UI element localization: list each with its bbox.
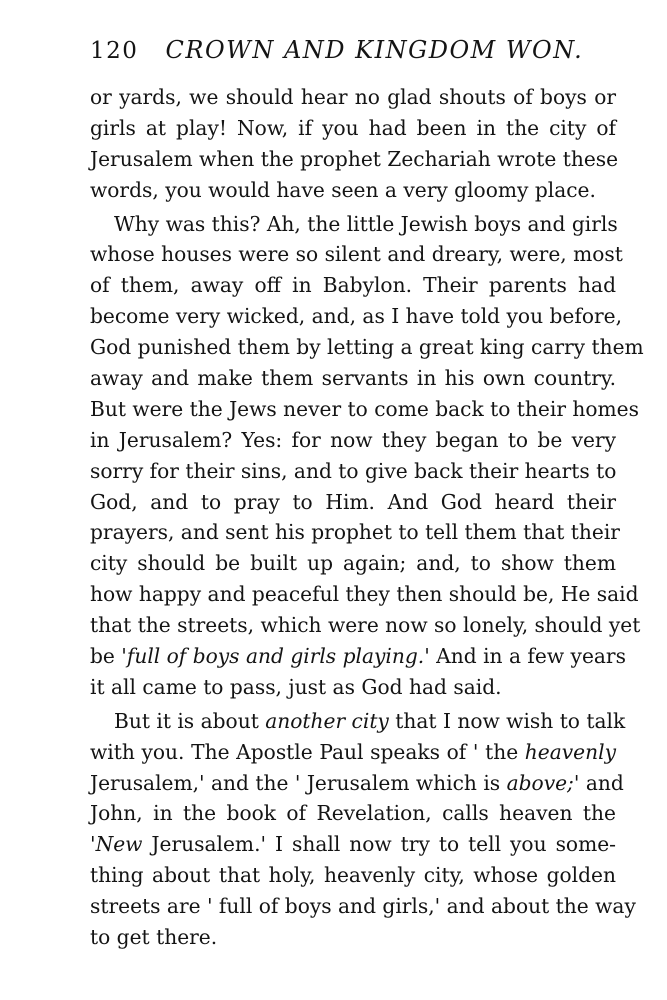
text-line [90,175,616,206]
text-segment: God, and to pray to Him. And God heard their [90,489,616,514]
paragraph [90,209,644,703]
text-segment: away and make them servants in his own country. [90,366,616,391]
text-line [90,144,619,175]
text-segment: how happy and peaceful they then should be, He said [90,582,639,607]
text-segment: in Jerusalem? Yes: for now they began to be very [90,427,616,452]
text-line [90,209,616,240]
text-segment: But it is about [114,708,266,733]
text-segment: sorry for their sins, and to give back their hearts to [90,458,617,483]
text-line [90,610,641,641]
text-segment: whose houses were so silent and dreary, were, most [90,242,623,267]
text-segment: But were the Jews never to come back to their homes [90,396,639,421]
text-line [90,706,626,737]
text-segment: ' And in a few years [424,644,626,669]
running-header [90,30,620,70]
text-line [90,113,616,144]
text-segment: God punished them by letting a great king carry them [90,335,644,360]
text-line [90,456,616,487]
text-segment: Jerusalem,' and the ' Jerusalem which is [90,770,507,795]
paragraph [90,82,619,206]
text-segment: ' and [573,770,624,795]
text-line [90,641,626,672]
text-line [90,425,616,456]
text-segment: be ' [90,644,127,669]
text-segment: John, in the book of Revelation, calls heaven the [90,801,616,826]
italic-text: full of boys and girls playing. [126,644,425,669]
text-segment: city should be built up again; and, to show them [90,551,616,576]
body-text [90,82,644,953]
text-line [90,301,622,332]
italic-text: heavenly [524,739,616,764]
page-number: 120 [90,38,139,64]
running-title: CROWN AND KINGDOM WON. [165,36,584,64]
text-line [90,363,616,394]
text-segment: ' [90,832,96,857]
text-line [90,922,616,953]
text-line [90,239,623,270]
text-line [90,672,616,703]
text-line [90,798,616,829]
text-segment: or yards, we should hear no glad shouts of boys or [90,85,616,109]
italic-text: another city [265,708,389,733]
text-segment: Why was this? Ah, the little Jewish boys and girls [114,211,618,236]
text-line [90,270,616,301]
paragraph [90,706,636,953]
text-segment: girls at play! Now, if you had been in the city of [90,115,616,140]
text-segment: that the streets, which were now so lonely, should yet [90,613,641,638]
text-segment: it all came to pass, just as God had said. [90,674,502,699]
text-segment: with you. The Apostle Paul speaks of ' the [90,739,525,764]
italic-text: New [95,832,143,857]
text-line [90,768,624,799]
text-segment: streets are ' full of boys and girls,' and about the way [90,894,636,919]
text-line [90,332,644,363]
text-segment: to get there. [90,925,218,950]
text-line [90,487,616,518]
text-line [90,737,616,768]
text-segment: Jerusalem when the prophet Zechariah wrote these [90,146,619,171]
text-segment: thing about that holy, heavenly city, whose golden [90,863,616,888]
text-segment: words, you would have seen a very gloomy place. [90,177,596,202]
text-line [90,829,616,860]
text-segment: Jerusalem.' I shall now try to tell you some- [142,832,616,857]
text-line [90,548,616,579]
text-line [90,891,636,922]
text-segment: prayers, and sent his prophet to tell them that their [90,520,620,545]
text-line [90,394,639,425]
italic-text: above; [506,770,574,795]
text-segment: that I now wish to talk [388,708,626,733]
text-line [90,82,616,113]
text-segment: of them, away off in Babylon. Their parents had [90,273,616,298]
text-line [90,579,639,610]
text-line [90,517,620,548]
text-segment: become very wicked, and, as I have told you before, [90,304,622,329]
text-line [90,860,616,891]
